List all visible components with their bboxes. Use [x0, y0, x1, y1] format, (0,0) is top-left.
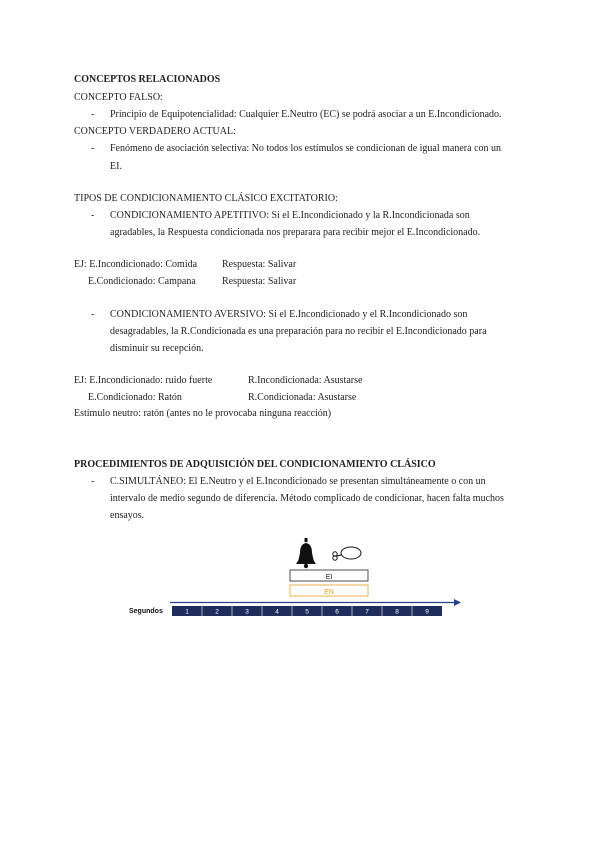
bell-icon [296, 538, 316, 568]
seconds-timeline [172, 606, 442, 616]
second-tick-label: 3 [245, 608, 249, 616]
example2-ec: E.Condicionado: Ratón [88, 392, 182, 403]
bullet-dash: - [91, 210, 95, 221]
aversive-line1: CONDICIONAMIENTO AVERSIVO: Si el E.Incondicionado y el R.Incondicionado son [110, 309, 468, 320]
true-concept-label: CONCEPTO VERDADERO ACTUAL: [74, 126, 236, 137]
example1-ec: E.Condicionado: Campana [88, 276, 196, 287]
seconds-label: Segundos [129, 608, 163, 615]
second-tick-label: 2 [215, 608, 219, 616]
aversive-line2: desagradables, la R.Condicionada es una preparación para no recibir el E.Incondicionado para [110, 326, 487, 337]
example2-cr: R.Condicionada: Asustarse [248, 392, 357, 403]
second-tick-label: 9 [425, 608, 429, 616]
types-heading: TIPOS DE CONDICIONAMIENTO CLÁSICO EXCITATORIO: [74, 193, 338, 204]
example1-ei: EJ: E.Incondicionado: Comida [74, 259, 198, 270]
appetitive-line2: agradables, la Respuesta condicionada nos preparara para recibir mejor el E.Incondicionado. [110, 227, 481, 238]
example2-ei: EJ: E.Incondicionado: ruido fuerte [74, 375, 213, 386]
food-icon [333, 547, 361, 560]
procedures-heading: PROCEDIMIENTOS DE ADQUISICIÓN DEL CONDICIONAMIENTO CLÁSICO [74, 459, 436, 470]
second-tick-label: 1 [185, 608, 189, 616]
example2-neutral: Estímulo neutro: ratón (antes no le provocaba ninguna reacción) [74, 408, 332, 419]
true-concept-item-line1: Fenómeno de asociación selectiva: No todos los estímulos se condicionan de igual manera con un [110, 143, 502, 154]
aversive-line3: disminuir su recepción. [110, 343, 204, 354]
bullet-dash: - [91, 109, 95, 120]
appetitive-line1: CONDICIONAMIENTO APETITIVO: Si el E.Incondicionado y la R.Incondicionada son [110, 210, 470, 221]
ei-label: EI [325, 574, 333, 581]
example1-response: Respuesta: Salivar [222, 259, 297, 270]
bullet-dash: - [91, 309, 95, 320]
second-tick-label: 8 [395, 608, 399, 616]
second-tick-label: 4 [275, 608, 279, 616]
example1-cr: Respuesta: Salivar [222, 276, 297, 287]
false-concept-label: CONCEPTO FALSO: [74, 92, 163, 103]
en-label: EN [324, 589, 334, 596]
simultaneous-line3: ensayos. [110, 510, 145, 521]
true-concept-item-line2: EI. [110, 161, 122, 172]
simultaneous-line1: C.SIMULTÁNEO: El E.Neutro y el E.Incondicionado se presentan simultáneamente o con un [110, 476, 486, 487]
simultaneous-line2: intervalo de medio segundo de diferencia. Método complicado de condicionar, hacen falta muchos [110, 493, 504, 504]
second-tick-label: 7 [365, 608, 369, 616]
bullet-dash: - [91, 476, 95, 487]
second-tick-label: 5 [305, 608, 309, 616]
example2-ir: R.Incondicionada: Asustarse [248, 375, 363, 386]
section-heading-related: CONCEPTOS RELACIONADOS [74, 74, 221, 85]
time-arrow-head [454, 599, 461, 606]
false-concept-item: Principio de Equipotencialidad: Cualquier E.Neutro (EC) se podrá asociar a un E.Incondicionado. [110, 109, 502, 120]
second-tick-label: 6 [335, 608, 339, 616]
bullet-dash: - [91, 143, 95, 154]
